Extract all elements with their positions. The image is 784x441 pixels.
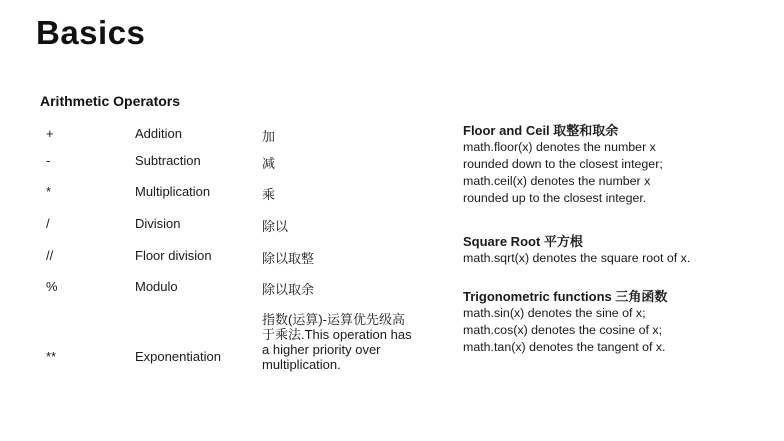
floor-ceil-line: math.ceil(x) denotes the number x	[463, 174, 651, 188]
operator-name: Addition	[135, 126, 182, 141]
operator-chinese: 减	[262, 156, 276, 171]
floor-ceil-line: rounded up to the closest integer.	[463, 191, 647, 205]
operator-name: Exponentiation	[135, 349, 222, 364]
sqrt-line: math.sqrt(x) denotes the square root of x.	[463, 251, 691, 265]
operator-chinese: 乘	[262, 187, 276, 202]
operator-chinese: 指数(运算)-运算优先级高于乘法.This operation has a higher priority over multiplication.	[262, 312, 412, 372]
operator-symbol: /	[46, 216, 50, 231]
operator-symbol: +	[46, 126, 54, 141]
operator-chinese: 除以	[262, 219, 289, 234]
operator-symbol: //	[46, 248, 54, 263]
operator-symbol: %	[46, 279, 58, 294]
floor-ceil-line: rounded down to the closest integer;	[463, 157, 663, 171]
operator-chinese: 除以取余	[262, 282, 315, 297]
operator-name: Modulo	[135, 279, 178, 294]
trig-section	[463, 288, 763, 356]
trig-heading: Trigonometric functions 三角函数	[463, 289, 668, 304]
operator-symbol: **	[46, 349, 57, 364]
operator-name: Multiplication	[135, 184, 211, 199]
operator-symbol: *	[46, 184, 52, 199]
operator-chinese: 除以取整	[262, 251, 315, 266]
operator-name: Floor division	[135, 248, 212, 263]
floor-ceil-heading: Floor and Ceil 取整和取余	[463, 123, 619, 138]
trig-line: math.tan(x) denotes the tangent of x.	[463, 340, 666, 354]
floor-ceil-line: math.floor(x) denotes the number x	[463, 140, 656, 154]
page-title: Basics	[36, 14, 146, 51]
sqrt-section	[463, 233, 763, 267]
operator-name: Division	[135, 216, 181, 231]
operator-name: Subtraction	[135, 153, 201, 168]
operator-symbol: -	[46, 153, 51, 168]
trig-line: math.cos(x) denotes the cosine of x;	[463, 323, 663, 337]
floor-ceil-section	[463, 122, 763, 207]
operator-chinese: 加	[262, 129, 276, 144]
sqrt-heading: Square Root 平方根	[463, 234, 583, 249]
section-title-arithmetic: Arithmetic Operators	[40, 93, 181, 109]
trig-line: math.sin(x) denotes the sine of x;	[463, 306, 646, 320]
